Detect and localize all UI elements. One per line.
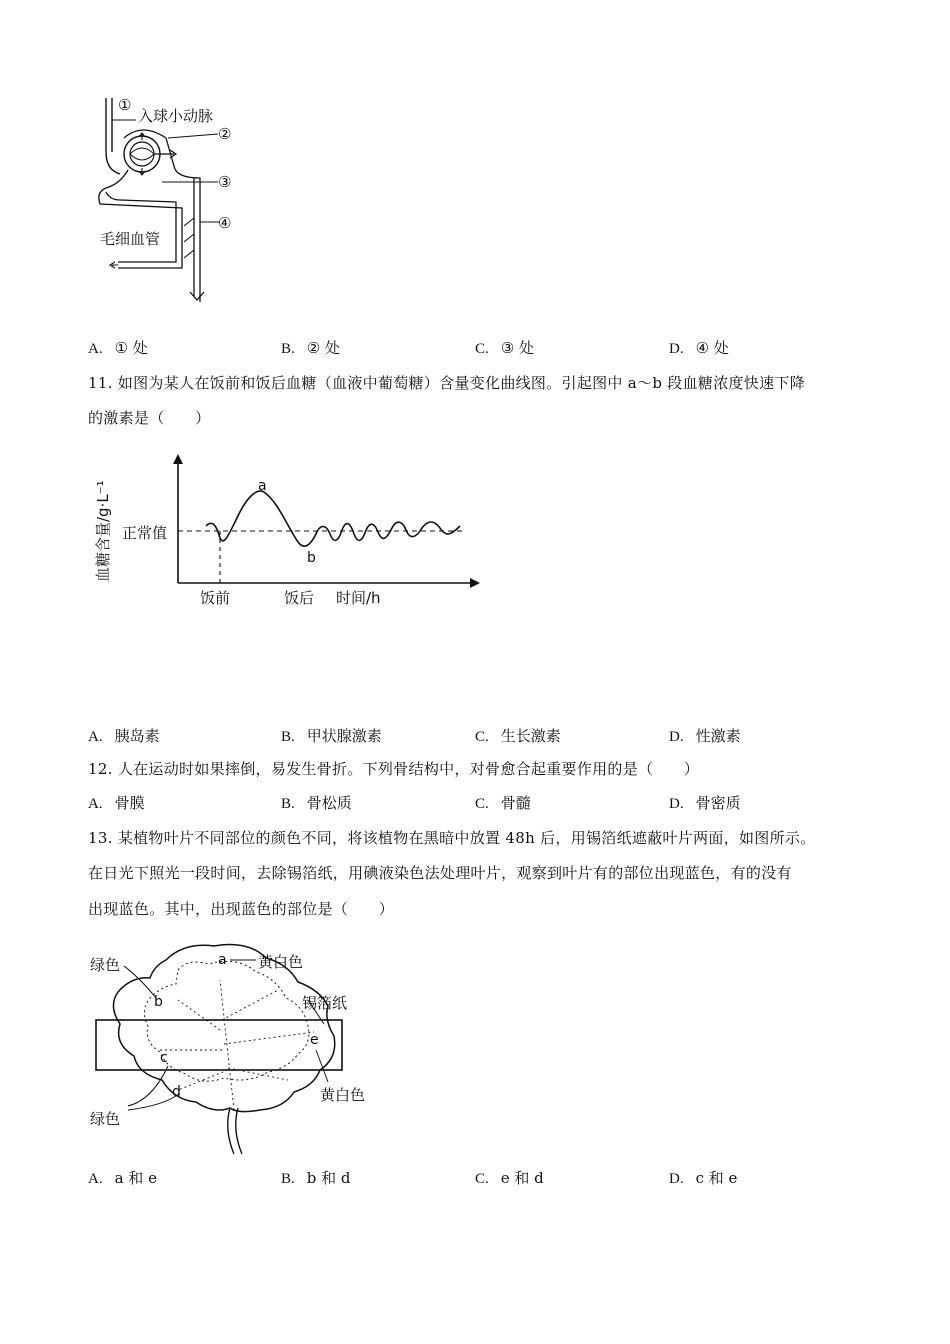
q10-option-c[interactable] (475, 337, 534, 360)
option-letter: D. (669, 341, 684, 357)
q12-option-c[interactable] (475, 792, 531, 815)
q13-stem-line2: 在日光下照光一段时间，去除锡箔纸，用碘液染色法处理叶片，观察到叶片有的部位出现蓝色，有的没有 (88, 864, 792, 882)
option-letter: D. (669, 1171, 684, 1187)
q13-stem-line3: 出现蓝色。其中，出现蓝色的部位是（ ） (88, 900, 395, 918)
option-text: c 和 e (695, 1169, 738, 1187)
option-letter: D. (669, 729, 684, 745)
q11-option-d[interactable] (669, 725, 741, 748)
option-letter: A. (88, 796, 103, 812)
q11-stem-line1: 11. 如图为某人在饭前和饭后血糖（血液中葡萄糖）含量变化曲线图。引起图中 a～b 段血糖浓度快速下降 (88, 374, 806, 392)
blood-sugar-curve (206, 491, 460, 546)
option-text: b 和 d (306, 1169, 351, 1187)
q13-option-a[interactable] (88, 1167, 157, 1190)
option-letter: B. (281, 1171, 295, 1187)
q12-option-a[interactable] (88, 792, 145, 815)
label-3: ③ (218, 173, 232, 191)
option-letter: C. (475, 341, 489, 357)
option-text: ② 处 (306, 339, 340, 357)
option-text: 骨松质 (306, 794, 352, 812)
option-text: 性激素 (695, 727, 741, 745)
option-letter: A. (88, 1171, 103, 1187)
label-d: d (172, 1084, 181, 1100)
label-afferent-arteriole: 入球小动脉 (138, 107, 214, 125)
label-green-bottom: 绿色 (90, 1110, 121, 1128)
label-a: a (218, 952, 227, 968)
q13-option-b[interactable] (281, 1167, 351, 1190)
q12-option-b[interactable] (281, 792, 352, 815)
label-green-top: 绿色 (90, 956, 121, 974)
tin-foil-strip (96, 1020, 342, 1070)
option-text: 骨密质 (695, 794, 741, 812)
q12-option-d[interactable] (669, 792, 741, 815)
q11-option-c[interactable] (475, 725, 561, 748)
point-b-label: b (307, 550, 316, 566)
option-text: 生长激素 (500, 727, 561, 745)
q10-option-a[interactable] (88, 337, 148, 360)
option-text: 甲状腺激素 (306, 727, 382, 745)
option-letter: A. (88, 729, 103, 745)
option-text: 胰岛素 (114, 727, 160, 745)
q10-option-d[interactable] (669, 337, 729, 360)
option-letter: A. (88, 341, 103, 357)
option-letter: B. (281, 796, 295, 812)
label-yellow-top: 黄白色 (258, 953, 304, 971)
q13-option-c[interactable] (475, 1167, 544, 1190)
label-foil: 锡箔纸 (302, 994, 348, 1012)
q11-option-a[interactable] (88, 725, 160, 748)
leaf-figure (88, 940, 388, 1158)
label-1: ① (118, 96, 132, 114)
option-text: a 和 e (114, 1169, 157, 1187)
q10-option-b[interactable] (281, 337, 340, 360)
blood-sugar-chart (88, 450, 488, 620)
y-axis-label: 血糖含量/g·L⁻¹ (94, 480, 112, 582)
label-b: b (154, 994, 163, 1010)
point-a-label: a (258, 478, 267, 494)
label-c: c (160, 1050, 168, 1066)
label-yellow-bottom: 黄白色 (320, 1086, 366, 1104)
option-text: 骨髓 (500, 794, 531, 812)
label-e: e (310, 1032, 319, 1048)
option-text: ③ 处 (500, 339, 534, 357)
option-text: e 和 d (500, 1169, 544, 1187)
option-letter: D. (669, 796, 684, 812)
option-letter: C. (475, 796, 489, 812)
x-tick-before-meal: 饭前 (200, 589, 231, 607)
option-text: 骨膜 (114, 794, 145, 812)
label-2: ② (218, 125, 232, 143)
label-capillary: 毛细血管 (100, 230, 161, 248)
option-letter: B. (281, 341, 295, 357)
option-text: ① 处 (114, 339, 148, 357)
y-tick-normal: 正常值 (122, 524, 168, 542)
q13-stem-line1: 13. 某植物叶片不同部位的颜色不同，将该植物在黑暗中放置 48h 后，用锡箔纸遮蔽叶片两面，如图所示。 (88, 829, 816, 847)
x-tick-after-meal: 饭后 (284, 589, 315, 607)
q13-option-d[interactable] (669, 1167, 737, 1190)
option-letter: C. (475, 729, 489, 745)
q11-option-b[interactable] (281, 725, 382, 748)
x-axis-label: 时间/h (336, 589, 381, 607)
option-letter: C. (475, 1171, 489, 1187)
q11-stem-line2: 的激素是（ ） (88, 409, 211, 427)
option-letter: B. (281, 729, 295, 745)
nephron-figure (90, 92, 250, 302)
q12-stem: 12. 人在运动时如果摔倒，易发生骨折。下列骨结构中，对骨愈合起重要作用的是（ ） (88, 760, 700, 778)
label-4: ④ (218, 214, 232, 232)
option-text: ④ 处 (695, 339, 729, 357)
